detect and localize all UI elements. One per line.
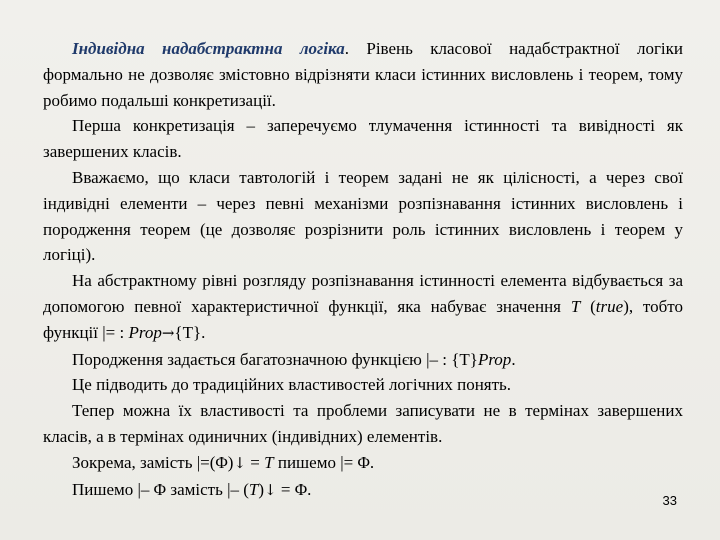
slide-body	[43, 36, 683, 503]
paragraph-individual-elements: Вважаємо, що класи тавтологій і теорем задані не як цілісності, а через свої індивідні елементи – через певні механізми розпізнавання істинних висловлень і породження теорем (це дозволяє розрізнити роль істинних висловлень і теорем у логіці).	[43, 167, 683, 265]
down-arrow-icon: ↓	[264, 480, 277, 499]
n2-T: T	[248, 479, 259, 499]
page-number: 33	[662, 493, 677, 508]
paragraph-characteristic-function	[43, 268, 683, 346]
paragraph-notation-2	[43, 477, 683, 504]
section-title: Індивідна надабстрактна логіка	[72, 39, 345, 58]
cf-text-a: На абстрактному рівні розгляду розпізнавання істинності елемента відбувається за допомогою певної характеристичної функції, яка набуває значення	[43, 271, 683, 316]
cf-text-b: (	[580, 296, 596, 316]
paragraph-terms: Тепер можна їх властивості та проблеми записувати не в термінах завершених класів, а в термінах одиничних (індивідних) елементів.	[43, 401, 683, 446]
n1-T: T	[264, 452, 274, 472]
intro-text: . Рівень класової надабстрактної логіки формально не дозволяє змістовно відрізняти класи істинних висловлень і теорем, тому робимо подальші конкретизації.	[43, 39, 683, 110]
n1-text-a: Зокрема, замість |=(Φ)	[72, 452, 234, 472]
n2-text-b: )	[258, 479, 265, 499]
paragraph-intro	[43, 36, 683, 113]
paragraph-generation	[43, 347, 683, 373]
n1-text-c: пишемо |= Φ.	[273, 452, 375, 472]
n2-text-a: Пишемо |– Φ замість |– (	[72, 479, 249, 499]
gen-prop: Prop	[477, 349, 512, 369]
gen-set: {T}	[451, 349, 478, 369]
down-arrow-icon: ↓	[233, 453, 247, 472]
cf-true: true	[595, 296, 624, 316]
n1-text-b: =	[246, 452, 265, 472]
cf-text-c: ), тобто функції |= :	[43, 296, 683, 342]
gen-end: .	[511, 349, 516, 369]
right-arrow-icon: →	[161, 323, 175, 342]
gen-text: Породження задається багатозначною функцією |– :	[72, 349, 452, 369]
cf-T: T	[570, 296, 581, 316]
paragraph-traditional-properties: Це підводить до традиційних властивостей логічних понять.	[72, 375, 512, 395]
n2-text-c: = Φ.	[276, 479, 312, 499]
cf-prop: Prop	[128, 322, 162, 342]
paragraph-first-concretization: Перша конкретизація – заперечуємо тлумачення істинності та вивідності як завершених класів.	[43, 116, 683, 162]
cf-end: .	[201, 322, 206, 342]
paragraph-notation-1	[43, 450, 683, 477]
cf-set: {T}	[174, 322, 202, 342]
